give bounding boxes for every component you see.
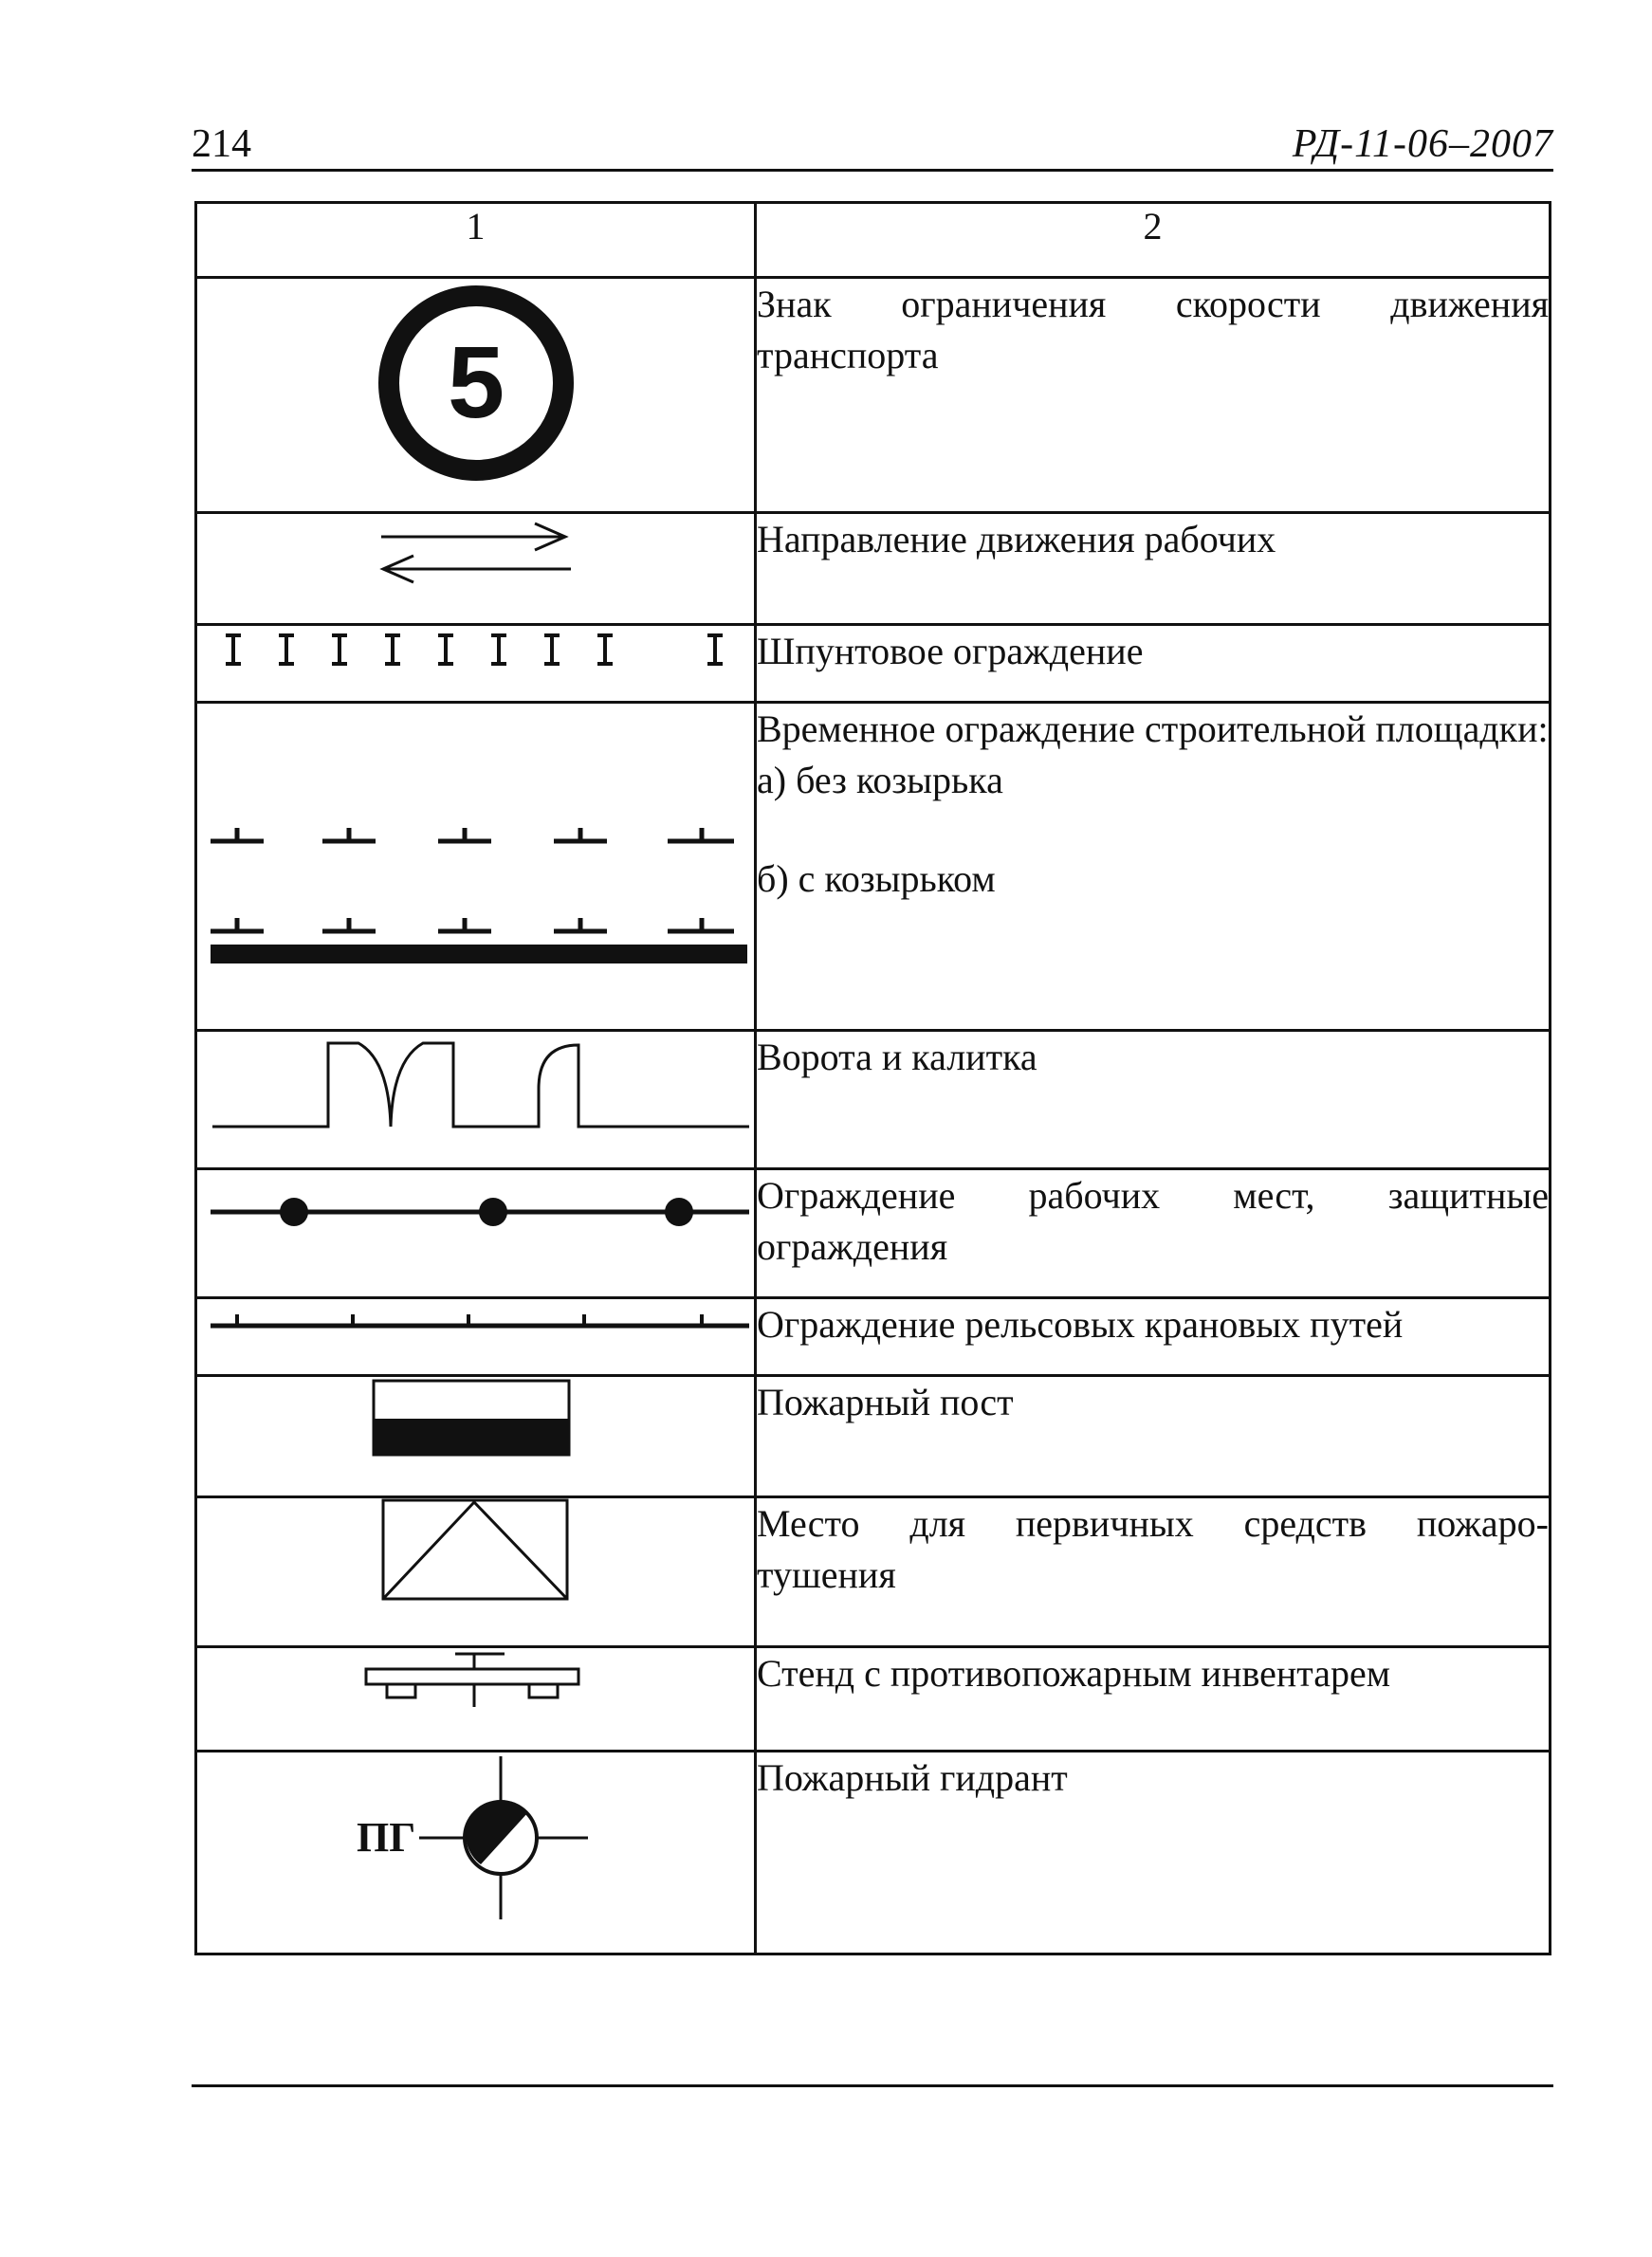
symbol-cell: [196, 513, 756, 625]
description-cell: Шпунтовое ограждение: [756, 625, 1551, 703]
table-row: [196, 278, 1551, 513]
table-row: [196, 1169, 1551, 1298]
document-code: РД-11-06–2007: [1292, 122, 1553, 166]
description-cell: Ограждение рабочих мест, защитные ограждения: [756, 1169, 1551, 1298]
description-line-1: Место для первичных средств пожаро-: [757, 1502, 1549, 1545]
workplace-fence-icon: [199, 1184, 753, 1240]
description-cell: Ограждение рельсовых крановых путей: [756, 1298, 1551, 1376]
speed-limit-sign-icon: [372, 279, 580, 487]
column-header-description: 2: [756, 203, 1551, 278]
description-cell: Знак ограничения скорости движения транспорта: [756, 278, 1551, 513]
temporary-fence-icon: [199, 704, 753, 1007]
description-cell: [756, 1497, 1551, 1647]
fire-extinguishing-place-icon: [381, 1498, 571, 1603]
column-header-symbol: 1: [196, 203, 756, 278]
header-rule: [192, 169, 1553, 172]
hydrant-label: ПГ: [356, 1814, 415, 1861]
symbol-cell: [196, 1298, 756, 1376]
fire-post-icon: [372, 1377, 580, 1462]
description-text: Временное ограждение строительной площадки:: [757, 707, 1549, 750]
table-row: [196, 1647, 1551, 1752]
bidirectional-arrows-icon: [372, 514, 580, 590]
table-row: [196, 625, 1551, 703]
legend-table: [194, 201, 1551, 1955]
gate-and-wicket-icon: [199, 1032, 753, 1146]
table-row: [196, 1752, 1551, 1954]
symbol-cell: [196, 1031, 756, 1169]
table-row: [196, 513, 1551, 625]
description-line-2: тушения: [757, 1553, 896, 1596]
symbol-cell: [196, 1376, 756, 1497]
table-row: [196, 1031, 1551, 1169]
description-cell: Стенд с противопожарным инвентарем: [756, 1647, 1551, 1752]
description-cell: [756, 703, 1551, 1031]
symbol-cell: [196, 278, 756, 513]
speed-limit-value: 5: [447, 324, 505, 439]
symbol-cell: [196, 625, 756, 703]
symbol-cell: [196, 1169, 756, 1298]
fire-equipment-stand-icon: [362, 1648, 590, 1715]
page-number: 214: [192, 122, 251, 166]
description-cell: Пожарный гидрант: [756, 1752, 1551, 1954]
table-header-row: [196, 203, 1551, 278]
table-row: [196, 1376, 1551, 1497]
fire-hydrant-icon: [353, 1752, 599, 1923]
table-row: [196, 1298, 1551, 1376]
description-cell: Ворота и калитка: [756, 1031, 1551, 1169]
table-row: [196, 703, 1551, 1031]
description-cell: Направление движения рабочих: [756, 513, 1551, 625]
symbol-cell: [196, 1497, 756, 1647]
sheet-pile-fence-icon: [199, 626, 753, 673]
footer-rule: [192, 2084, 1553, 2087]
crane-rail-fence-icon: [199, 1299, 753, 1337]
option-b-text: б) с козырьком: [757, 857, 996, 900]
symbol-cell: [196, 1647, 756, 1752]
symbol-cell: [196, 703, 756, 1031]
symbol-cell: [196, 1752, 756, 1954]
option-a-text: а) без козырька: [757, 759, 1003, 801]
description-cell: Пожарный пост: [756, 1376, 1551, 1497]
table-row: [196, 1497, 1551, 1647]
